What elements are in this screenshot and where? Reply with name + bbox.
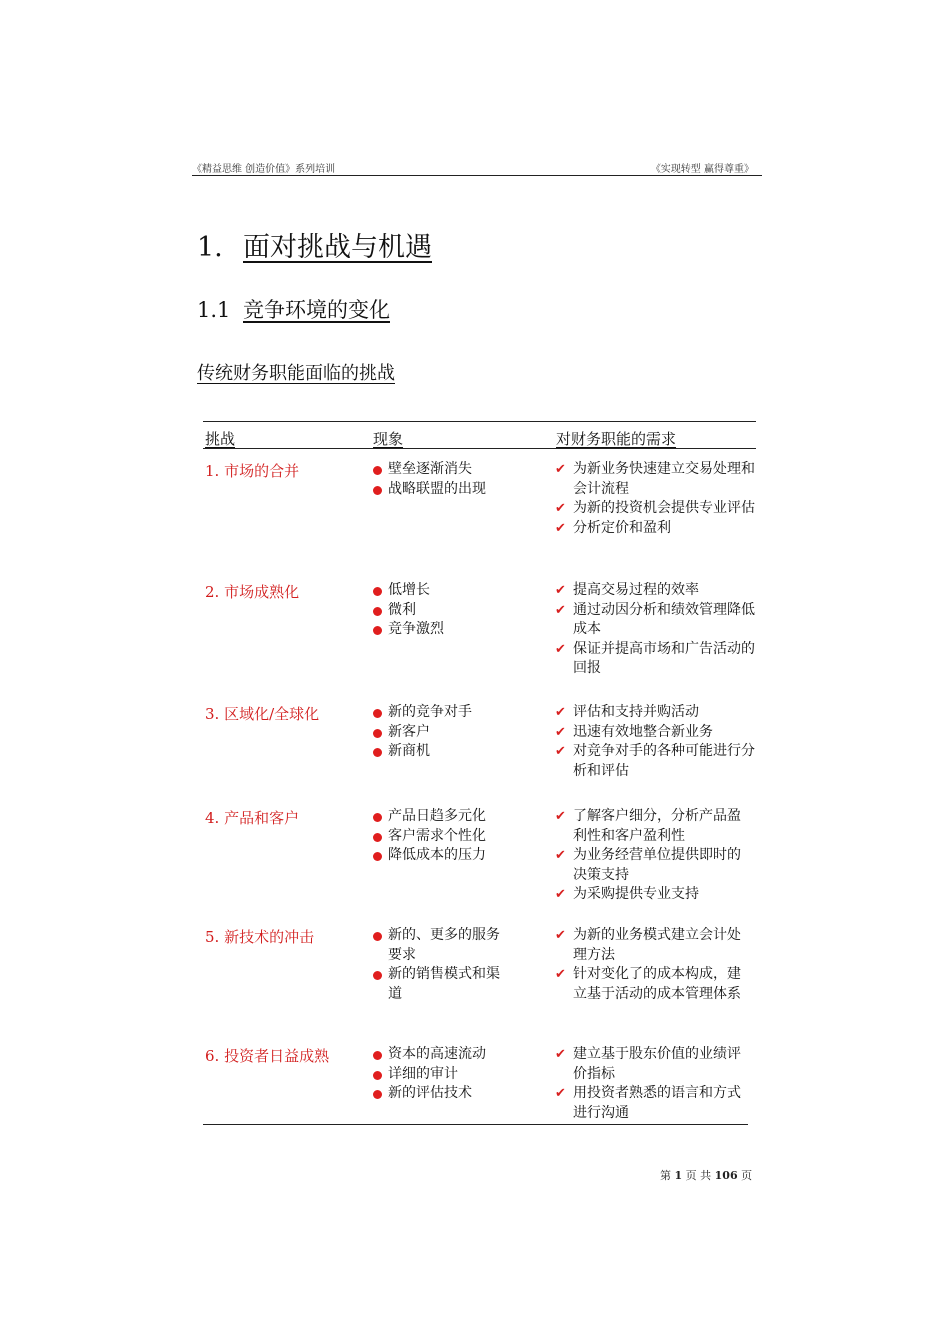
table-header-rule xyxy=(203,448,756,449)
need-item: ✔ 为业务经营单位提供即时的决策支持 xyxy=(555,846,745,885)
phenomena-cell xyxy=(370,1045,486,1104)
challenge-cell: 6. 投资者日益成熟 xyxy=(205,1047,330,1065)
section-title: 传统财务职能面临的挑战 xyxy=(197,363,395,384)
phenomenon-item: 微利 xyxy=(370,601,444,621)
need-item: ✔ 通过动因分析和绩效管理降低成本 xyxy=(555,601,755,640)
phenomenon-item: 战略联盟的出现 xyxy=(370,480,486,500)
column-header-challenge: 挑战 xyxy=(205,430,236,448)
table-top-rule xyxy=(203,421,756,422)
challenge-cell: 4. 产品和客户 xyxy=(205,809,300,827)
need-item: ✔ 了解客户细分，分析产品盈利性和客户盈利性 xyxy=(555,807,745,846)
phenomenon-item: 新客户 xyxy=(370,723,472,743)
page-header xyxy=(192,159,762,176)
need-item: ✔ 为新业务快速建立交易处理和会计流程 xyxy=(555,460,755,499)
needs-cell xyxy=(555,807,745,905)
need-item: ✔ 迅速有效地整合新业务 xyxy=(555,723,755,743)
header-right: 《实现转型 赢得尊重》 xyxy=(650,164,754,175)
heading-1-number: 1. xyxy=(197,232,223,263)
needs-cell xyxy=(555,703,755,781)
phenomena-cell xyxy=(370,807,486,866)
phenomenon-item: 壁垒逐渐消失 xyxy=(370,460,486,480)
table-bottom-rule xyxy=(203,1124,748,1125)
need-item: ✔ 用投资者熟悉的语言和方式进行沟通 xyxy=(555,1084,745,1123)
phenomena-cell xyxy=(370,460,486,499)
footer-page-number: 1 xyxy=(674,1169,683,1182)
phenomenon-item: 降低成本的压力 xyxy=(370,846,486,866)
header-left: 《精益思维 创造价值》系列培训 xyxy=(192,164,336,175)
need-item: ✔ 为新的投资机会提供专业评估 xyxy=(555,499,755,519)
need-item: ✔ 评估和支持并购活动 xyxy=(555,703,755,723)
need-item: ✔ 为新的业务模式建立会计处理方法 xyxy=(555,926,745,965)
phenomena-cell xyxy=(370,581,444,640)
needs-cell xyxy=(555,581,755,679)
footer-suffix: 页 xyxy=(741,1169,753,1182)
phenomenon-item: 新的竞争对手 xyxy=(370,703,472,723)
column-header-phenomena: 现象 xyxy=(373,430,404,448)
heading-2-number: 1.1 xyxy=(197,298,231,322)
phenomenon-item: 竞争激烈 xyxy=(370,620,444,640)
needs-cell xyxy=(555,460,755,538)
challenge-cell: 3. 区域化/全球化 xyxy=(205,705,320,723)
phenomenon-item: 新的评估技术 xyxy=(370,1084,486,1104)
heading-2 xyxy=(197,294,390,324)
phenomenon-item: 客户需求个性化 xyxy=(370,827,486,847)
phenomena-cell xyxy=(370,703,472,762)
page-footer xyxy=(660,1167,752,1183)
phenomenon-item: 新商机 xyxy=(370,742,472,762)
phenomenon-item: 新的销售模式和渠道 xyxy=(370,965,510,1004)
needs-cell xyxy=(555,926,745,1004)
need-item: ✔ 针对变化了的成本构成，建立基于活动的成本管理体系 xyxy=(555,965,745,1004)
phenomenon-item: 产品日趋多元化 xyxy=(370,807,486,827)
footer-total-pages: 106 xyxy=(714,1169,738,1182)
phenomenon-item: 新的、更多的服务要求 xyxy=(370,926,510,965)
phenomenon-item: 资本的高速流动 xyxy=(370,1045,486,1065)
challenge-cell: 1. 市场的合并 xyxy=(205,462,300,480)
need-item: ✔ 保证并提高市场和广告活动的回报 xyxy=(555,640,755,679)
challenge-cell: 5. 新技术的冲击 xyxy=(205,928,315,946)
challenge-cell: 2. 市场成熟化 xyxy=(205,583,300,601)
column-header-needs: 对财务职能的需求 xyxy=(556,430,677,448)
needs-cell xyxy=(555,1045,745,1123)
phenomena-cell xyxy=(370,926,510,1004)
need-item: ✔ 对竞争对手的各种可能进行分析和评估 xyxy=(555,742,755,781)
footer-prefix: 第 xyxy=(660,1169,671,1182)
heading-1 xyxy=(197,225,432,264)
heading-2-text: 竞争环境的变化 xyxy=(243,298,390,322)
need-item: ✔ 建立基于股东价值的业绩评价指标 xyxy=(555,1045,745,1084)
phenomenon-item: 详细的审计 xyxy=(370,1065,486,1085)
need-item: ✔ 为采购提供专业支持 xyxy=(555,885,745,905)
footer-mid: 页 共 xyxy=(685,1169,712,1182)
need-item: ✔ 提高交易过程的效率 xyxy=(555,581,755,601)
heading-1-text: 面对挑战与机遇 xyxy=(243,232,432,263)
phenomenon-item: 低增长 xyxy=(370,581,444,601)
need-item: ✔ 分析定价和盈利 xyxy=(555,519,755,539)
